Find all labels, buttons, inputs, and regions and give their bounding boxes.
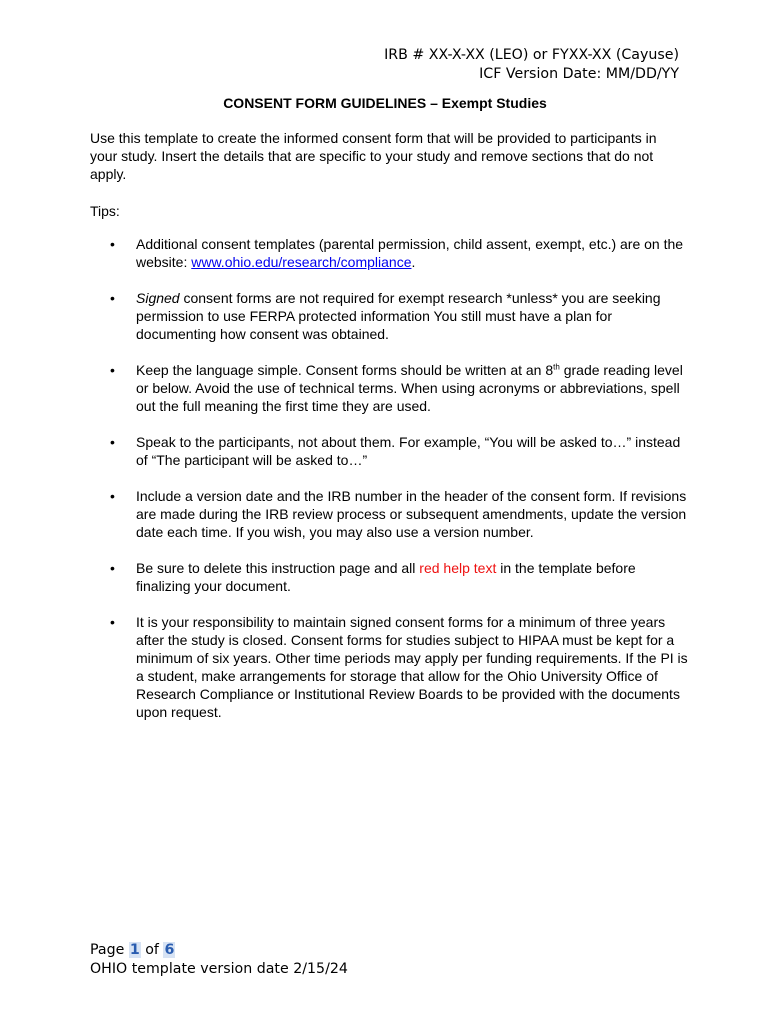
ordinal-suffix: th	[553, 362, 560, 372]
tip-emphasis: Signed	[136, 290, 180, 306]
tip-text: It is your responsibility to maintain signed consent forms for a minimum of three years after the study is closed. Consent forms for studies subject to HIPAA must be kept for a minimum of six years. Other time periods may apply per funding requirements. If the PI is a student, make arrangements for storage that allow for the Ohio University Office of Research Compliance or Institutional Review Boards to be provided with the documents upon request.	[136, 614, 688, 720]
red-help-text: red help text	[419, 560, 497, 576]
tips-list	[90, 235, 690, 739]
tip-text: Be sure to delete this instruction page and all	[136, 560, 420, 576]
bullet-icon: •	[110, 236, 115, 252]
tip-text: consent forms are not required for exempt research *unless* you are seeking permission to use FERPA protected information You still must have a plan for documenting how consent was obtained.	[136, 290, 661, 342]
bullet-icon: •	[110, 290, 115, 306]
list-item	[90, 289, 690, 343]
tip-text: Keep the language simple. Consent forms should be written at an 8	[136, 362, 554, 378]
icf-version-line: ICF Version Date: MM/DD/YY	[479, 66, 679, 82]
total-pages-field: 6	[164, 942, 175, 958]
page-footer	[90, 941, 348, 979]
document-title: CONSENT FORM GUIDELINES – Exempt Studies	[223, 95, 547, 111]
tip-text: Additional consent templates (parental permission, child assent, exempt, etc.) are on the website:	[136, 236, 684, 270]
page-header	[384, 46, 679, 84]
tip-text: Speak to the participants, not about them. For example, “You will be asked to…” instead of “The participant will be asked to…”	[136, 434, 681, 468]
list-item	[90, 559, 690, 595]
of-word: of	[140, 942, 164, 958]
bullet-icon: •	[110, 560, 115, 576]
compliance-website-link[interactable]: www.ohio.edu/research/compliance	[191, 254, 412, 270]
tip-text-cont: in the template before finalizing your document.	[136, 560, 636, 594]
page-number-line	[90, 941, 348, 960]
template-version-line: OHIO template version date 2/15/24	[90, 961, 348, 977]
irb-number-line: IRB # XX-X-XX (LEO) or FYXX-XX (Cayuse)	[384, 47, 679, 63]
bullet-icon: •	[110, 488, 115, 504]
intro-paragraph: Use this template to create the informed consent form that will be provided to participants in your study. Insert the details that are specific to your study and remove sections that do not apply.	[90, 130, 657, 182]
page-word: Page	[90, 942, 129, 958]
tip-text: Include a version date and the IRB number in the header of the consent form. If revisions are made during the IRB review process or subsequent amendments, update the version date each time. If you wish, you may also use a version number.	[136, 488, 687, 540]
tips-label: Tips:	[90, 203, 120, 219]
bullet-icon: •	[110, 434, 115, 450]
bullet-icon: •	[110, 362, 115, 378]
list-item	[90, 487, 690, 541]
bullet-icon: •	[110, 614, 115, 630]
list-item	[90, 235, 690, 271]
list-item	[90, 361, 690, 415]
list-item	[90, 433, 690, 469]
list-item	[90, 613, 690, 721]
tip-text-end: .	[411, 254, 416, 270]
current-page-field: 1	[129, 942, 140, 958]
tip-text-cont: grade reading level or below. Avoid the use of technical terms. When using acronyms or abbreviations, spell out the full meaning the first time they are used.	[136, 362, 683, 414]
